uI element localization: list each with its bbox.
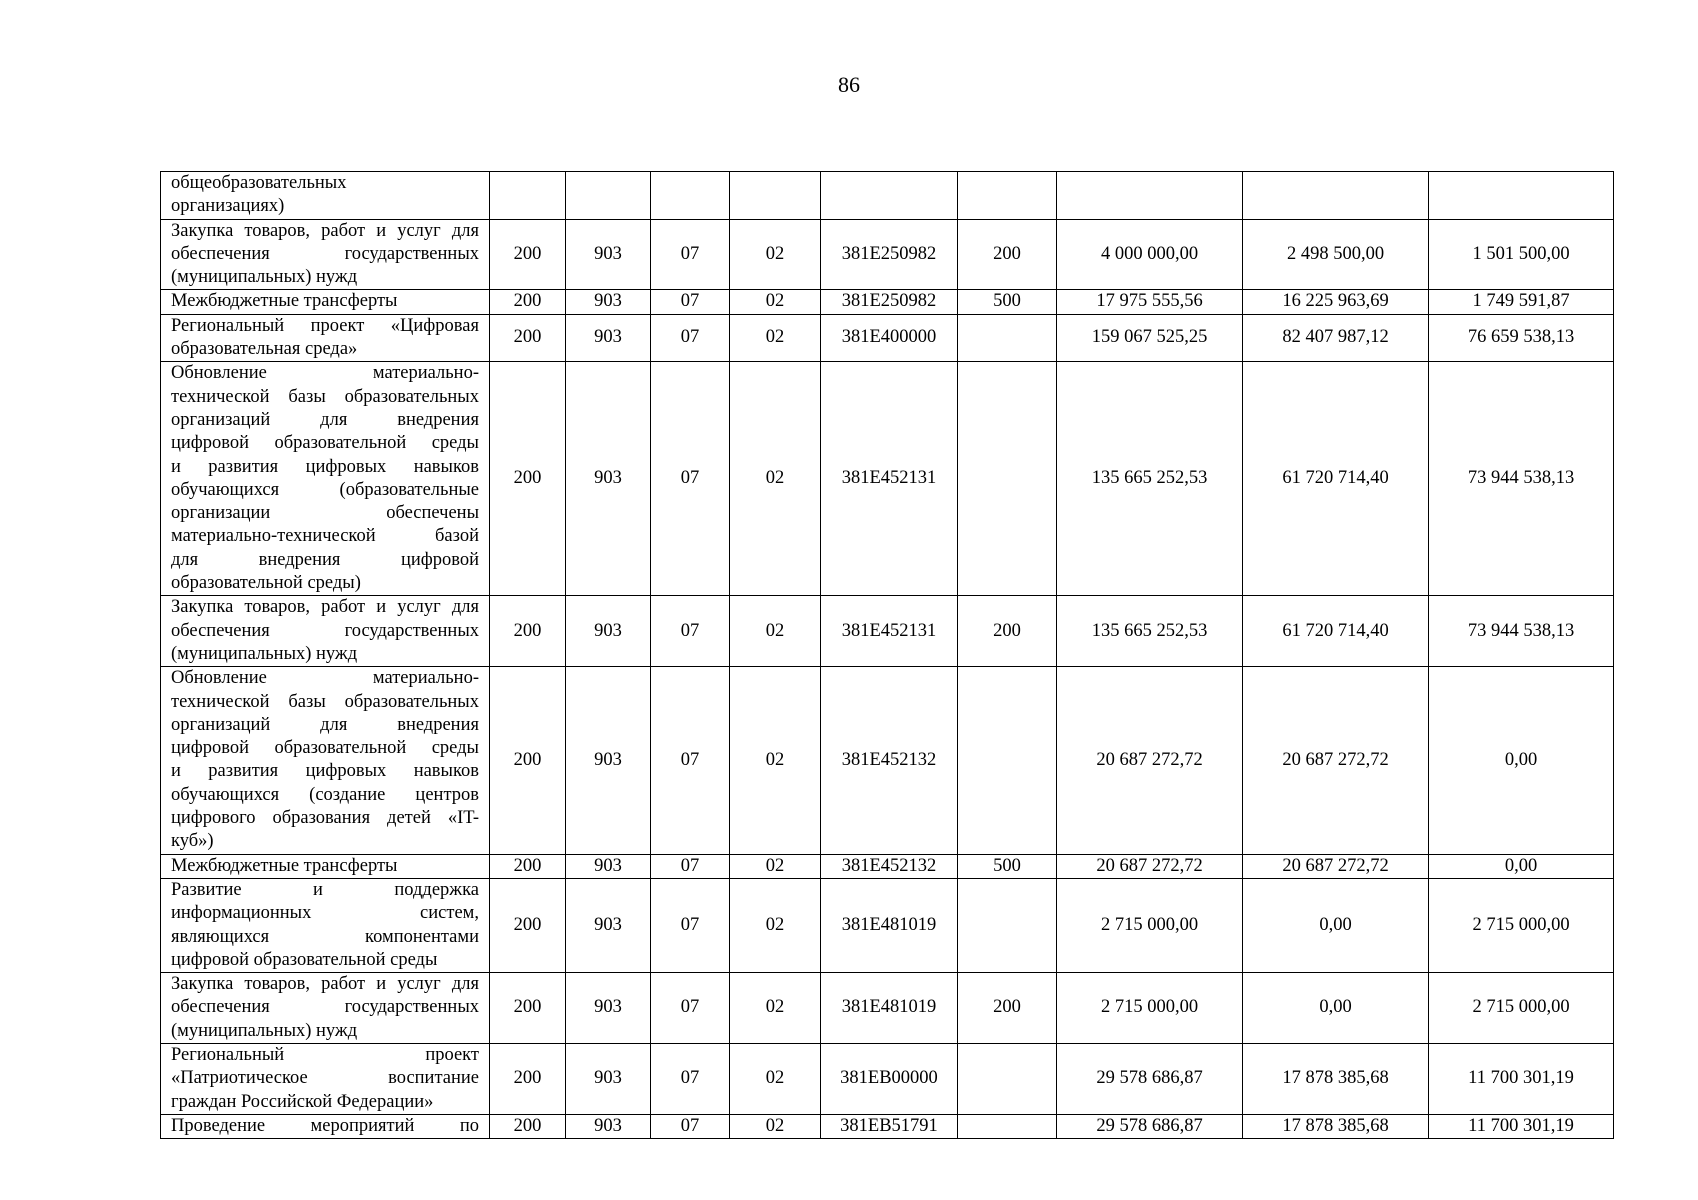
item-name-line: (муниципальных) нужд bbox=[171, 643, 358, 664]
item-name-line: Обновление материально- bbox=[171, 363, 479, 384]
item-name-cell bbox=[161, 973, 490, 1044]
item-name-line: являющихся компонентами bbox=[171, 926, 479, 947]
table-body bbox=[161, 172, 1614, 1139]
amount-2-cell: 16 225 963,69 bbox=[1243, 290, 1429, 314]
subsection-cell: 02 bbox=[730, 973, 821, 1044]
table-row bbox=[161, 1114, 1614, 1138]
item-name-line: организаций для внедрения bbox=[171, 409, 479, 430]
item-name-line: и развития цифровых навыков bbox=[171, 761, 479, 782]
item-name-line: Закупка товаров, работ и услуг для bbox=[171, 597, 479, 618]
item-name-line: обеспечения государственных bbox=[171, 997, 479, 1018]
amount-3-cell: 0,00 bbox=[1429, 667, 1614, 854]
amount-total-cell: 2 715 000,00 bbox=[1057, 878, 1243, 972]
item-name-line: обеспечения государственных bbox=[171, 620, 479, 641]
amount-2-cell: 17 878 385,68 bbox=[1243, 1043, 1429, 1114]
section-cell: 07 bbox=[651, 973, 730, 1044]
amount-2-cell: 2 498 500,00 bbox=[1243, 219, 1429, 290]
amount-2-cell: 20 687 272,72 bbox=[1243, 667, 1429, 854]
column-2-cell: 903 bbox=[566, 219, 651, 290]
amount-total-cell bbox=[1057, 172, 1243, 220]
expense-type-cell bbox=[958, 878, 1057, 972]
section-cell: 07 bbox=[651, 1114, 730, 1138]
amount-3-cell: 11 700 301,19 bbox=[1429, 1043, 1614, 1114]
item-name-line: и развития цифровых навыков bbox=[171, 456, 479, 477]
expense-type-cell bbox=[958, 667, 1057, 854]
column-2-cell: 903 bbox=[566, 854, 651, 878]
target-article-cell: 381EB00000 bbox=[821, 1043, 958, 1114]
item-name-cell bbox=[161, 219, 490, 290]
column-1-cell: 200 bbox=[490, 1043, 566, 1114]
item-name-cell bbox=[161, 667, 490, 854]
item-name-cell bbox=[161, 1114, 490, 1138]
item-name-line: цифрового образования детей «IT- bbox=[171, 808, 479, 829]
table-row bbox=[161, 854, 1614, 878]
item-name-cell bbox=[161, 172, 490, 220]
amount-3-cell bbox=[1429, 172, 1614, 220]
item-name-cell bbox=[161, 854, 490, 878]
table-row bbox=[161, 1043, 1614, 1114]
item-name-line: для внедрения цифровой bbox=[171, 549, 479, 570]
column-2-cell: 903 bbox=[566, 667, 651, 854]
section-cell bbox=[651, 172, 730, 220]
target-article-cell bbox=[821, 172, 958, 220]
column-1-cell: 200 bbox=[490, 1114, 566, 1138]
item-name-line: технической базы образовательных bbox=[171, 386, 479, 407]
column-2-cell: 903 bbox=[566, 290, 651, 314]
item-name-line: обучающихся (образовательные bbox=[171, 479, 479, 500]
table-row bbox=[161, 596, 1614, 667]
column-1-cell: 200 bbox=[490, 596, 566, 667]
amount-2-cell: 82 407 987,12 bbox=[1243, 314, 1429, 362]
subsection-cell: 02 bbox=[730, 878, 821, 972]
column-2-cell: 903 bbox=[566, 362, 651, 596]
column-2-cell: 903 bbox=[566, 1043, 651, 1114]
amount-3-cell: 1 749 591,87 bbox=[1429, 290, 1614, 314]
column-1-cell: 200 bbox=[490, 362, 566, 596]
amount-2-cell: 61 720 714,40 bbox=[1243, 362, 1429, 596]
subsection-cell: 02 bbox=[730, 1114, 821, 1138]
section-cell: 07 bbox=[651, 362, 730, 596]
column-2-cell: 903 bbox=[566, 314, 651, 362]
column-2-cell: 903 bbox=[566, 878, 651, 972]
section-cell: 07 bbox=[651, 596, 730, 667]
subsection-cell: 02 bbox=[730, 596, 821, 667]
item-name-line: цифровой образовательной среды bbox=[171, 738, 479, 759]
item-name-line: Проведение мероприятий по bbox=[171, 1115, 479, 1136]
amount-3-cell: 2 715 000,00 bbox=[1429, 973, 1614, 1044]
item-name-cell bbox=[161, 362, 490, 596]
item-name-cell bbox=[161, 1043, 490, 1114]
item-name-line: Межбюджетные трансферты bbox=[171, 291, 398, 312]
column-1-cell: 200 bbox=[490, 219, 566, 290]
expense-type-cell: 200 bbox=[958, 596, 1057, 667]
section-cell: 07 bbox=[651, 314, 730, 362]
column-1-cell: 200 bbox=[490, 878, 566, 972]
item-name-line: «Патриотическое воспитание bbox=[171, 1068, 479, 1089]
expense-type-cell: 500 bbox=[958, 290, 1057, 314]
item-name-line: обеспечения государственных bbox=[171, 243, 479, 264]
expense-type-cell bbox=[958, 314, 1057, 362]
column-1-cell bbox=[490, 172, 566, 220]
item-name-line: Закупка товаров, работ и услуг для bbox=[171, 220, 479, 241]
target-article-cell: 381EB51791 bbox=[821, 1114, 958, 1138]
section-cell: 07 bbox=[651, 878, 730, 972]
subsection-cell: 02 bbox=[730, 314, 821, 362]
item-name-line: материально-технической базой bbox=[171, 526, 479, 547]
expense-type-cell bbox=[958, 1043, 1057, 1114]
amount-3-cell: 0,00 bbox=[1429, 854, 1614, 878]
table-row bbox=[161, 219, 1614, 290]
subsection-cell: 02 bbox=[730, 219, 821, 290]
table-row bbox=[161, 172, 1614, 220]
amount-total-cell: 4 000 000,00 bbox=[1057, 219, 1243, 290]
item-name-line: Региональный проект bbox=[171, 1044, 479, 1065]
amount-2-cell: 20 687 272,72 bbox=[1243, 854, 1429, 878]
section-cell: 07 bbox=[651, 219, 730, 290]
table-row bbox=[161, 878, 1614, 972]
subsection-cell: 02 bbox=[730, 854, 821, 878]
item-name-cell bbox=[161, 878, 490, 972]
table-row bbox=[161, 314, 1614, 362]
target-article-cell: 381E452132 bbox=[821, 667, 958, 854]
amount-total-cell: 20 687 272,72 bbox=[1057, 667, 1243, 854]
amount-2-cell: 0,00 bbox=[1243, 973, 1429, 1044]
item-name-line: организации обеспечены bbox=[171, 503, 479, 524]
amount-2-cell: 0,00 bbox=[1243, 878, 1429, 972]
amount-total-cell: 159 067 525,25 bbox=[1057, 314, 1243, 362]
section-cell: 07 bbox=[651, 290, 730, 314]
subsection-cell: 02 bbox=[730, 362, 821, 596]
amount-2-cell bbox=[1243, 172, 1429, 220]
target-article-cell: 381E452131 bbox=[821, 362, 958, 596]
expense-type-cell bbox=[958, 172, 1057, 220]
item-name-line: Закупка товаров, работ и услуг для bbox=[171, 974, 479, 995]
amount-2-cell: 61 720 714,40 bbox=[1243, 596, 1429, 667]
expense-type-cell: 500 bbox=[958, 854, 1057, 878]
item-name-line: Межбюджетные трансферты bbox=[171, 855, 398, 876]
section-cell: 07 bbox=[651, 1043, 730, 1114]
item-name-line: организаций для внедрения bbox=[171, 714, 479, 735]
item-name-line: (муниципальных) нужд bbox=[171, 267, 358, 288]
column-1-cell: 200 bbox=[490, 290, 566, 314]
subsection-cell: 02 bbox=[730, 667, 821, 854]
section-cell: 07 bbox=[651, 854, 730, 878]
table-row bbox=[161, 973, 1614, 1044]
amount-3-cell: 73 944 538,13 bbox=[1429, 596, 1614, 667]
amount-3-cell: 73 944 538,13 bbox=[1429, 362, 1614, 596]
amount-total-cell: 135 665 252,53 bbox=[1057, 362, 1243, 596]
item-name-line: образовательная среда» bbox=[171, 339, 358, 360]
item-name-line: Региональный проект «Цифровая bbox=[171, 315, 479, 336]
target-article-cell: 381E452131 bbox=[821, 596, 958, 667]
item-name-line: организациях) bbox=[171, 196, 285, 217]
amount-total-cell: 29 578 686,87 bbox=[1057, 1114, 1243, 1138]
table-row bbox=[161, 362, 1614, 596]
column-2-cell: 903 bbox=[566, 596, 651, 667]
page-number: 86 bbox=[838, 72, 860, 97]
column-1-cell: 200 bbox=[490, 667, 566, 854]
amount-total-cell: 20 687 272,72 bbox=[1057, 854, 1243, 878]
column-1-cell: 200 bbox=[490, 854, 566, 878]
expense-type-cell bbox=[958, 1114, 1057, 1138]
amount-3-cell: 2 715 000,00 bbox=[1429, 878, 1614, 972]
subsection-cell bbox=[730, 172, 821, 220]
target-article-cell: 381E400000 bbox=[821, 314, 958, 362]
amount-total-cell: 135 665 252,53 bbox=[1057, 596, 1243, 667]
item-name-line: образовательной среды) bbox=[171, 573, 361, 594]
amount-total-cell: 17 975 555,56 bbox=[1057, 290, 1243, 314]
item-name-line: Развитие и поддержка bbox=[171, 879, 479, 900]
subsection-cell: 02 bbox=[730, 1043, 821, 1114]
target-article-cell: 381E250982 bbox=[821, 219, 958, 290]
budget-table bbox=[160, 171, 1614, 1139]
item-name-line: технической базы образовательных bbox=[171, 691, 479, 712]
amount-3-cell: 11 700 301,19 bbox=[1429, 1114, 1614, 1138]
subsection-cell: 02 bbox=[730, 290, 821, 314]
item-name-cell bbox=[161, 596, 490, 667]
expense-type-cell: 200 bbox=[958, 219, 1057, 290]
item-name-line: цифровой образовательной среды bbox=[171, 433, 479, 454]
column-2-cell bbox=[566, 172, 651, 220]
item-name-line: Обновление материально- bbox=[171, 668, 479, 689]
amount-3-cell: 1 501 500,00 bbox=[1429, 219, 1614, 290]
target-article-cell: 381E452132 bbox=[821, 854, 958, 878]
item-name-line: общеобразовательных bbox=[171, 173, 347, 193]
column-2-cell: 903 bbox=[566, 1114, 651, 1138]
expense-type-cell: 200 bbox=[958, 973, 1057, 1044]
item-name-cell bbox=[161, 290, 490, 314]
column-1-cell: 200 bbox=[490, 973, 566, 1044]
item-name-line: (муниципальных) нужд bbox=[171, 1020, 358, 1041]
item-name-cell bbox=[161, 314, 490, 362]
amount-2-cell: 17 878 385,68 bbox=[1243, 1114, 1429, 1138]
item-name-line: цифровой образовательной среды bbox=[171, 949, 438, 970]
table-row bbox=[161, 667, 1614, 854]
amount-total-cell: 29 578 686,87 bbox=[1057, 1043, 1243, 1114]
amount-total-cell: 2 715 000,00 bbox=[1057, 973, 1243, 1044]
target-article-cell: 381E481019 bbox=[821, 973, 958, 1044]
column-2-cell: 903 bbox=[566, 973, 651, 1044]
target-article-cell: 381E481019 bbox=[821, 878, 958, 972]
table-row bbox=[161, 290, 1614, 314]
target-article-cell: 381E250982 bbox=[821, 290, 958, 314]
section-cell: 07 bbox=[651, 667, 730, 854]
item-name-line: граждан Российской Федерации» bbox=[171, 1091, 434, 1112]
item-name-line: обучающихся (создание центров bbox=[171, 784, 479, 805]
expense-type-cell bbox=[958, 362, 1057, 596]
column-1-cell: 200 bbox=[490, 314, 566, 362]
amount-3-cell: 76 659 538,13 bbox=[1429, 314, 1614, 362]
item-name-line: информационных систем, bbox=[171, 903, 479, 924]
item-name-line: куб») bbox=[171, 831, 214, 852]
